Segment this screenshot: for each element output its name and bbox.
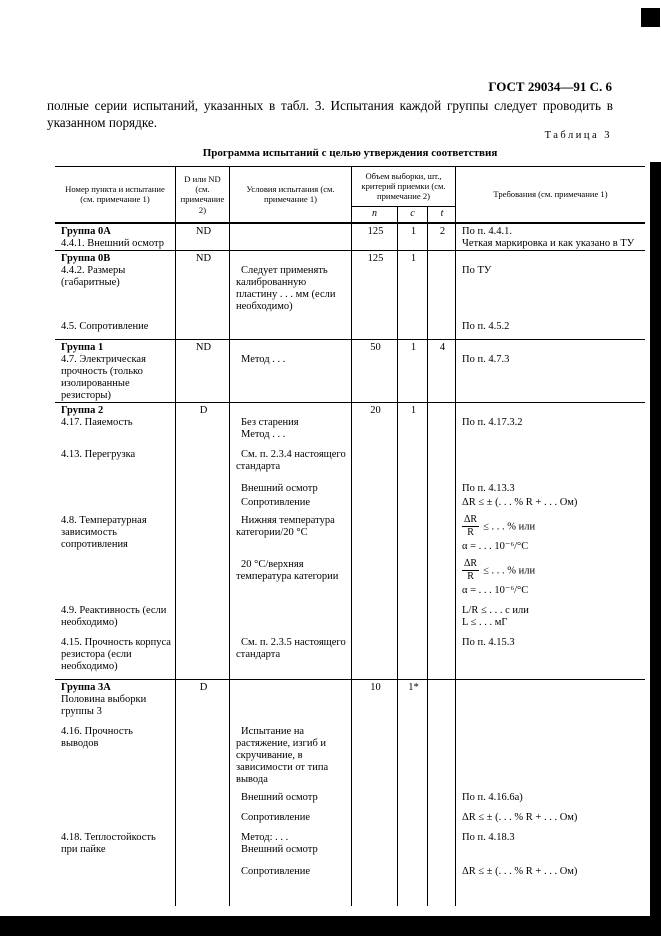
cell-conditions: [230, 553, 352, 597]
cell-d: [176, 786, 230, 804]
cell-n: [352, 718, 398, 786]
table-row: [55, 680, 645, 718]
cell-requirements: [456, 403, 645, 441]
section-group-0a: [55, 223, 645, 250]
cell-item: 4.16. Прочность выводов: [55, 718, 176, 786]
cell-d: D: [176, 403, 230, 441]
cell-d: [176, 473, 230, 495]
cell-requirements: По п. 4.18.3: [462, 831, 515, 843]
cell-t: [428, 804, 456, 824]
header-col-sample-group: [352, 167, 456, 222]
cell-item: [55, 804, 176, 824]
cell-c: [398, 856, 428, 906]
cell-requirements: [456, 553, 645, 597]
cell-n: [352, 495, 398, 509]
header-sub-n: n: [352, 207, 398, 222]
cell-d: [176, 495, 230, 509]
cell-item: [55, 473, 176, 495]
cell-c: [398, 718, 428, 786]
cell-n: [352, 441, 398, 473]
cell-c: [398, 313, 428, 339]
condition-text: Метод: . . .: [241, 831, 289, 843]
cell-c: [398, 597, 428, 629]
fraction-numerator: ΔR: [462, 559, 479, 572]
cell-n: 125: [352, 224, 398, 250]
fraction-condition: ≤ . . . % или: [483, 565, 536, 577]
requirement-line: По п. 4.4.1.: [462, 225, 512, 237]
cell-d: [176, 313, 230, 339]
cell-item: 4.8. Температурная зависимость сопротивления: [55, 509, 176, 553]
cell-t: [428, 786, 456, 804]
condition-text: Внешний осмотр: [241, 482, 318, 494]
cell-conditions: [230, 804, 352, 824]
cell-t: [428, 441, 456, 473]
condition-text: Без старения: [241, 416, 299, 428]
cell-d: [176, 824, 230, 856]
item-text: Половина выборки группы 3: [61, 693, 147, 717]
cell-t: [428, 856, 456, 906]
cell-requirements: [456, 251, 645, 313]
cell-d: [176, 629, 230, 679]
cell-c: 1: [398, 340, 428, 402]
cell-t: [428, 473, 456, 495]
cell-requirements: [456, 340, 645, 402]
table-row: [55, 251, 645, 313]
cell-requirements: [456, 680, 645, 718]
cell-conditions: [230, 597, 352, 629]
cell-requirements: [456, 441, 645, 473]
cell-c: 1*: [398, 680, 428, 718]
cell-n: [352, 824, 398, 856]
header-col-item: Номер пункта и испытание (см. примечание 1): [55, 167, 176, 222]
cell-d: [176, 597, 230, 629]
cell-conditions: [230, 473, 352, 495]
table-row: [55, 340, 645, 402]
item-text: 4.4.2. Размеры (габаритные): [61, 264, 126, 288]
cell-n: [352, 804, 398, 824]
cell-d: [176, 553, 230, 597]
delta-r-fraction-line: [462, 515, 641, 539]
table-row: [55, 804, 645, 824]
requirement-line: По п. 4.17.3.2: [462, 416, 523, 428]
cell-n: [352, 473, 398, 495]
cell-requirements: По п. 4.13.3: [462, 482, 515, 494]
cell-t: [428, 629, 456, 679]
fraction-denominator: R: [467, 571, 474, 583]
cell-conditions: [230, 824, 352, 856]
cell-d: D: [176, 680, 230, 718]
condition-text: Внешний осмотр: [241, 843, 318, 855]
condition-text: Нижняя температура категории/20 °С: [236, 514, 335, 538]
item-text: 4.7. Электрическая прочность (только изолированные резисторы): [61, 353, 146, 401]
cell-c: [398, 473, 428, 495]
cell-requirements: ΔR ≤ ± (. . . % R + . . . Ом): [462, 865, 578, 877]
condition-text: 20 °С/верхняя температура категории: [236, 558, 339, 582]
cell-requirements: [456, 597, 645, 629]
header-sample-subcolumns: [352, 207, 455, 222]
group-label: Группа 2: [61, 404, 104, 416]
cell-t: 2: [428, 224, 456, 250]
cell-t: [428, 824, 456, 856]
condition-text: Испытание на растяжение, изгиб и скручивание, в зависимости от типа вывода: [236, 725, 329, 785]
cell-c: [398, 441, 428, 473]
condition-text: См. п. 2.3.4 настоящего стандарта: [236, 448, 346, 472]
requirement-line: По ТУ: [462, 264, 492, 276]
cell-requirements: [456, 718, 645, 786]
condition-text: Сопротивление: [241, 811, 311, 823]
cell-c: [398, 629, 428, 679]
cell-d: [176, 856, 230, 906]
condition-text: Внешний осмотр: [241, 791, 318, 803]
cell-d: ND: [176, 224, 230, 250]
table-row: [55, 224, 645, 250]
cell-t: [428, 553, 456, 597]
cell-item: 4.13. Перегрузка: [55, 441, 176, 473]
condition-text: Метод . . .: [241, 353, 286, 365]
cell-c: [398, 786, 428, 804]
cell-d: [176, 509, 230, 553]
intro-paragraph: полные серии испытаний, указанных в табл. 3. Испытания каждой группы следует проводить в указанном порядке.: [47, 98, 613, 130]
section-group-2: [55, 402, 645, 679]
condition-text: Сопротивление: [241, 865, 311, 877]
header-sample-label: Объем выборки, шт., критерий приемки (см. примечание 2): [352, 167, 455, 207]
cell-item: [55, 340, 176, 402]
cell-conditions: [230, 251, 352, 313]
cell-conditions: [230, 629, 352, 679]
cell-t: [428, 313, 456, 339]
page-header: ГОСТ 29034—91 С. 6: [488, 79, 612, 94]
cell-item: [55, 680, 176, 718]
fraction-condition: ≤ . . . % или: [483, 521, 536, 533]
cell-n: [352, 597, 398, 629]
header-col-d-nd: D или ND (см. примечание 2): [176, 167, 230, 222]
table-title: Программа испытаний с целью утверждения соответствия: [202, 147, 498, 159]
delta-r-over-r-fraction: [462, 515, 479, 539]
cell-requirements: По п. 4.15.3: [462, 636, 515, 648]
cell-n: [352, 629, 398, 679]
section-group-0b: [55, 250, 645, 339]
group-label: Группа 1: [61, 341, 104, 353]
delta-r-fraction-line: [462, 559, 641, 583]
requirement-line: L/R ≤ . . . с или: [462, 604, 529, 616]
requirement-line: По п. 4.7.3: [462, 353, 510, 365]
cell-n: 20: [352, 403, 398, 441]
group-label: Группа 3А: [61, 681, 111, 693]
cell-conditions: [230, 509, 352, 553]
cell-conditions: [230, 340, 352, 402]
cell-item: [55, 403, 176, 441]
header-col-requirements: Требования (см. примечание 1): [493, 189, 608, 200]
cell-t: [428, 403, 456, 441]
cell-d: [176, 441, 230, 473]
cell-conditions: [230, 313, 352, 339]
item-text: 4.4.1. Внешний осмотр: [61, 237, 164, 249]
cell-n: 50: [352, 340, 398, 402]
condition-text: Метод . . .: [241, 428, 286, 440]
section-group-3a: [55, 679, 645, 906]
cell-conditions: [230, 441, 352, 473]
group-label: Группа 0В: [61, 252, 111, 264]
cell-item: [55, 495, 176, 509]
cell-conditions: [230, 786, 352, 804]
fraction-denominator: R: [467, 527, 474, 539]
scan-artifact-bottom-edge: [0, 916, 661, 936]
cell-d: [176, 804, 230, 824]
cell-c: [398, 804, 428, 824]
cell-t: [428, 680, 456, 718]
cell-d: ND: [176, 251, 230, 313]
cell-requirements: ΔR ≤ ± (. . . % R + . . . Ом): [462, 811, 578, 823]
cell-t: [428, 495, 456, 509]
cell-item: 4.9. Реактивность (если необходимо): [55, 597, 176, 629]
table-row: [55, 597, 645, 629]
cell-conditions: [230, 495, 352, 509]
condition-text: См. п. 2.3.5 настоящего стандарта: [236, 636, 346, 660]
cell-requirements: [456, 509, 645, 553]
item-text: 4.17. Паяемость: [61, 416, 133, 428]
table-row: [55, 553, 645, 597]
cell-c: [398, 824, 428, 856]
table-header-row: [55, 166, 645, 223]
condition-text: Следует применять калиброванную пластину . . . мм (если необходимо): [236, 264, 336, 312]
cell-conditions: [230, 856, 352, 906]
cell-c: 1: [398, 251, 428, 313]
scan-artifact-top-right: [641, 8, 660, 27]
delta-r-over-r-fraction: [462, 559, 479, 583]
table-row: [55, 856, 645, 906]
table-row: [55, 509, 645, 553]
cell-requirements: По п. 4.5.2: [462, 320, 510, 332]
table-row: [55, 824, 645, 856]
cell-n: 125: [352, 251, 398, 313]
cell-d: [176, 718, 230, 786]
cell-item: 4.18. Теплостойкость при пайке: [55, 824, 176, 856]
requirement-line: L ≤ . . . мГ: [462, 616, 508, 628]
cell-c: 1: [398, 224, 428, 250]
cell-n: [352, 313, 398, 339]
scan-artifact-right-edge: [650, 162, 661, 936]
cell-c: 1: [398, 403, 428, 441]
cell-requirements: ΔR ≤ ± (. . . % R + . . . Ом): [462, 496, 578, 508]
section-group-1: [55, 339, 645, 402]
cell-conditions: [230, 403, 352, 441]
table-row: [55, 403, 645, 441]
cell-item: 4.15. Прочность корпуса резистора (если необходимо): [55, 629, 176, 679]
cell-item: [55, 553, 176, 597]
cell-requirements: По п. 4.16.6а): [462, 791, 523, 803]
cell-item: [55, 224, 176, 250]
cell-d: ND: [176, 340, 230, 402]
group-label: Группа 0А: [61, 225, 111, 237]
cell-n: [352, 856, 398, 906]
fraction-numerator: ΔR: [462, 515, 479, 528]
table-row: [55, 629, 645, 679]
cell-t: [428, 718, 456, 786]
table-caption: Таблица 3: [544, 130, 612, 141]
table-row: [55, 313, 645, 339]
cell-item: 4.5. Сопротивление: [55, 313, 176, 339]
table-row: [55, 441, 645, 473]
cell-t: [428, 251, 456, 313]
alpha-line: α = . . . 10⁻⁶/°С: [462, 584, 529, 596]
cell-c: [398, 509, 428, 553]
header-col-conditions: Условия испытания (см. примечание 1): [230, 167, 352, 222]
cell-t: [428, 509, 456, 553]
condition-text: Сопротивление: [241, 496, 311, 508]
header-sub-t: t: [440, 207, 444, 219]
table-row: [55, 786, 645, 804]
cell-item: [55, 786, 176, 804]
cell-item: [55, 251, 176, 313]
cell-n: [352, 509, 398, 553]
cell-n: [352, 786, 398, 804]
header-sub-c: c: [398, 207, 428, 222]
cell-requirements: [456, 224, 645, 250]
cell-c: [398, 553, 428, 597]
table-row: [55, 473, 645, 495]
table-row: [55, 718, 645, 786]
requirement-line: Четкая маркировка и как указано в ТУ: [462, 237, 635, 249]
cell-n: 10: [352, 680, 398, 718]
cell-c: [398, 495, 428, 509]
test-program-table: [55, 166, 645, 906]
cell-t: [428, 597, 456, 629]
cell-conditions: [230, 224, 352, 250]
alpha-line: α = . . . 10⁻⁶/°С: [462, 540, 529, 552]
table-row: [55, 495, 645, 509]
cell-item: [55, 856, 176, 906]
cell-conditions: [230, 718, 352, 786]
cell-n: [352, 553, 398, 597]
cell-t: 4: [428, 340, 456, 402]
cell-conditions: [230, 680, 352, 718]
